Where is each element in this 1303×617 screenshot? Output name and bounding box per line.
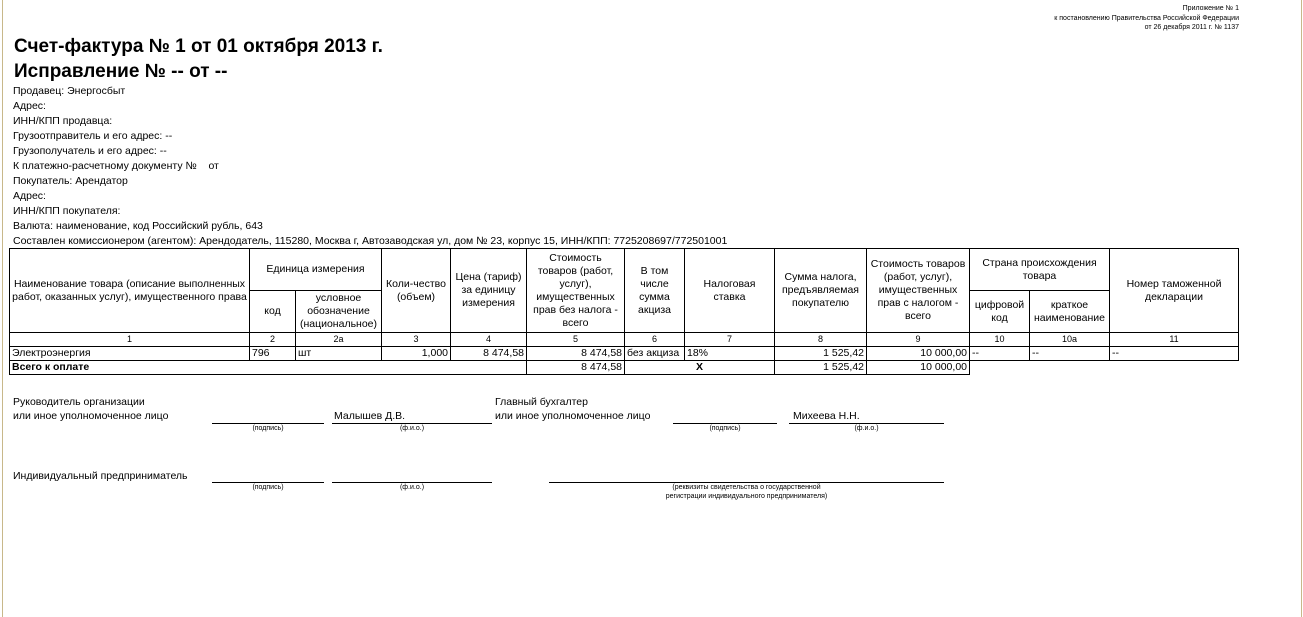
total-tax-sum: 1 525,42 (775, 361, 867, 375)
header-unit-name: условное обозначение (национальное) (296, 291, 382, 333)
requisites-caption-1: (реквизиты свидетельства о государственной (672, 484, 821, 491)
header-price: Цена (тариф) за единицу измерения (451, 249, 527, 333)
buyer-inn: ИНН/КПП покупателя: (13, 205, 121, 217)
header-country: Страна происхождения товара (970, 249, 1110, 291)
total-cost-with-tax: 10 000,00 (867, 361, 970, 375)
requisites-caption-2: регистрации индивидуального предпринимателя) (665, 493, 828, 500)
cell-tax-rate: 18% (685, 347, 775, 361)
page-border-right (1301, 0, 1302, 617)
seller: Продавец: Энергосбыт (13, 85, 126, 97)
currency: Валюта: наименование, код Российский рубль, 643 (13, 220, 263, 232)
head-fio-line (332, 423, 492, 424)
accountant-signature-caption: (подпись) (709, 425, 741, 432)
empty-cell (970, 361, 1030, 375)
total-label: Всего к оплате (10, 361, 527, 375)
entrepreneur-fio-caption: (ф.и.о.) (399, 484, 425, 491)
total-tax-rate: X (625, 361, 775, 375)
entrepreneur-fio-line (332, 482, 492, 483)
header-cost-with-tax: Стоимость товаров (работ, услуг), имущественных прав с налогом - всего (867, 249, 970, 333)
total-cost-no-tax: 8 474,58 (527, 361, 625, 375)
col-number: 4 (451, 333, 527, 347)
cell-unit-code: 796 (250, 347, 296, 361)
payment-document: К платежно-расчетному документу № от (13, 160, 219, 172)
head-signature-caption: (подпись) (252, 425, 284, 432)
col-number: 11 (1110, 333, 1239, 347)
cell-country-name: -- (1030, 347, 1110, 361)
col-number: 5 (527, 333, 625, 347)
header-unit-code: код (250, 291, 296, 333)
consignee: Грузополучатель и его адрес: -- (13, 145, 167, 157)
header-tax-sum: Сумма налога, предъявляемая покупателю (775, 249, 867, 333)
cell-cost-with-tax: 10 000,00 (867, 347, 970, 361)
entrepreneur-signature-caption: (подпись) (252, 484, 284, 491)
entrepreneur-label: Индивидуальный предприниматель (13, 470, 188, 482)
col-number: 1 (10, 333, 250, 347)
table-header-row (10, 249, 1239, 291)
cell-country-code: -- (970, 347, 1030, 361)
col-number: 8 (775, 333, 867, 347)
buyer-address: Адрес: (13, 190, 46, 202)
seller-inn: ИНН/КПП продавца: (13, 115, 113, 127)
appendix-line: к постановлению Правительства Российской Федерации (1054, 14, 1239, 22)
appendix-line: от 26 декабря 2011 г. № 1137 (1144, 24, 1239, 31)
cell-cost-no-tax: 8 474,58 (527, 347, 625, 361)
column-numbers-row (10, 333, 1239, 347)
correction-title: Исправление № -- от -- (14, 61, 228, 82)
appendix-note (1054, 4, 1239, 33)
header-name: Наименование товара (описание выполненных работ, оказанных услуг), имущественного права (10, 249, 250, 333)
col-number: 2а (296, 333, 382, 347)
appendix-line: Приложение № 1 (1182, 5, 1239, 12)
header-qty: Коли-чество (объем) (382, 249, 451, 333)
header-unit: Единица измерения (250, 249, 382, 291)
header-tax-rate: Налоговая ставка (685, 249, 775, 333)
table-row (10, 347, 1239, 361)
header-cost-no-tax: Стоимость товаров (работ, услуг), имущественных прав без налога - всего (527, 249, 625, 333)
col-number: 10 (970, 333, 1030, 347)
cell-customs: -- (1110, 347, 1239, 361)
header-country-name: краткое наименование (1030, 291, 1110, 333)
accountant-label-2: или иное уполномоченное лицо (495, 410, 651, 422)
cell-excise: без акциза (625, 347, 685, 361)
total-row (10, 361, 1239, 375)
accountant-fio-caption: (ф.и.о.) (854, 425, 879, 432)
buyer: Покупатель: Арендатор (13, 175, 128, 187)
cell-tax-sum: 1 525,42 (775, 347, 867, 361)
head-label-1: Руководитель организации (13, 396, 145, 408)
header-country-code: цифровой код (970, 291, 1030, 333)
header-excise: В том числе сумма акциза (625, 249, 685, 333)
cell-price: 8 474,58 (451, 347, 527, 361)
cell-unit-name: шт (296, 347, 382, 361)
invoice-title: Счет-фактура № 1 от 01 октября 2013 г. (14, 36, 383, 57)
head-signature-line (212, 423, 324, 424)
accountant-name: Михеева Н.Н. (793, 410, 860, 422)
accountant-signature-line (673, 423, 777, 424)
cell-name: Электроэнергия (10, 347, 250, 361)
invoice-table (9, 248, 1239, 375)
cell-qty: 1,000 (382, 347, 451, 361)
col-number: 3 (382, 333, 451, 347)
col-number: 7 (685, 333, 775, 347)
head-name: Малышев Д.В. (334, 410, 406, 422)
empty-cell (1110, 361, 1239, 375)
accountant-label-1: Главный бухгалтер (495, 396, 588, 408)
page-border-left (2, 0, 3, 617)
header-customs: Номер таможенной декларации (1110, 249, 1239, 333)
col-number: 6 (625, 333, 685, 347)
seller-address: Адрес: (13, 100, 46, 112)
head-label-2: или иное уполномоченное лицо (13, 410, 169, 422)
col-number: 9 (867, 333, 970, 347)
empty-cell (1030, 361, 1110, 375)
entrepreneur-signature-line (212, 482, 324, 483)
shipper: Грузоотправитель и его адрес: -- (13, 130, 173, 142)
col-number: 2 (250, 333, 296, 347)
head-fio-caption: (ф.и.о.) (399, 425, 425, 432)
requisites-line (549, 482, 944, 483)
accountant-fio-line (789, 423, 944, 424)
col-number: 10а (1030, 333, 1110, 347)
agent: Составлен комиссионером (агентом): Арендодатель, 115280, Москва г, Автозаводская ул, дом № 23, корпус 15, ИНН/КПП: 7725208697/772501001 (13, 235, 728, 247)
